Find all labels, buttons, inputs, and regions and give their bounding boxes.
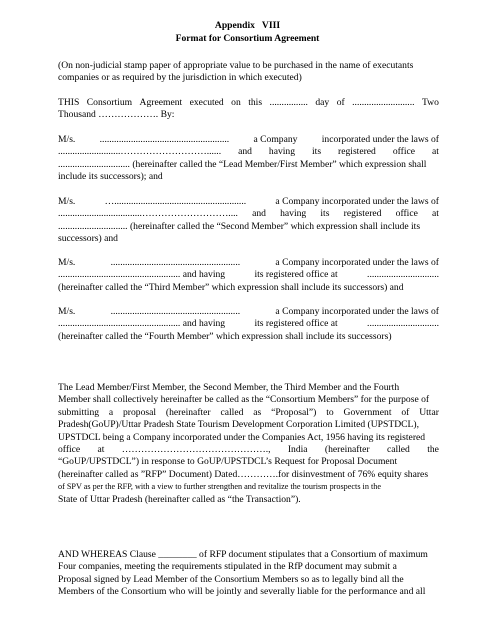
text-segment: as: [253, 406, 262, 418]
text-line: [58, 407, 439, 419]
text-segment: Government: [343, 406, 392, 418]
text-segment: registered: [338, 146, 376, 158]
text-segment: ................................................... and having: [58, 318, 226, 330]
text-segment: office: [58, 444, 81, 456]
text-line: (hereinafter called the “Third Member” which expression shall include its successors) and: [58, 281, 404, 293]
text-line: [58, 318, 439, 330]
text-segment: its: [320, 208, 330, 220]
text-line: include its successors); and: [58, 171, 163, 183]
text-line: [58, 196, 439, 208]
text-segment: M/s.: [58, 134, 76, 145]
text-segment: a Company incorporated under the laws of: [275, 196, 439, 207]
format-title: Format for Consortium Agreement: [175, 32, 320, 44]
text-segment: Uttar: [419, 406, 439, 418]
text-segment: called: [386, 444, 410, 456]
text-segment: and: [238, 146, 252, 158]
text-segment: “Proposal”): [271, 406, 317, 418]
text-segment: at: [432, 208, 439, 220]
text-segment: ......................................................: [110, 306, 241, 317]
member-first-paragraph: [58, 134, 439, 184]
text-segment: Agreement: [139, 97, 183, 108]
text-segment: ..........................………………………......: [58, 146, 222, 158]
text-segment: Consortium: [86, 97, 133, 108]
text-line: [58, 146, 439, 158]
text-segment: ................................................... and having: [58, 269, 226, 281]
text-segment: M/s.: [58, 306, 76, 317]
text-line: ............................. (hereinafter called the “Second Member” which expression shall include its: [58, 220, 421, 232]
text-segment: office: [392, 146, 416, 158]
text-segment: ......................................................: [110, 257, 241, 268]
text-segment: to: [326, 406, 334, 418]
text-segment: ......................................................: [99, 134, 230, 145]
text-segment: registered: [343, 208, 382, 220]
text-line: (On non-judicial stamp paper of appropriate value to be purchased in the name of executants: [58, 60, 414, 71]
appendix-title: Appendix VIII: [214, 20, 281, 31]
text-line: AND WHEREAS Clause ________ of RFP document stipulates that a Consortium of maximum: [58, 549, 428, 560]
text-segment: its registered office at: [254, 269, 338, 281]
text-segment: a Company: [253, 134, 298, 145]
text-line: [58, 208, 439, 220]
text-segment: having: [280, 208, 307, 220]
text-line: UPSTDCL being a Company incorporated under the Companies Act, 1956 having its registered: [58, 431, 426, 443]
text-segment: proposal: [123, 406, 157, 418]
text-line: of SPV as per the RFP, with a view to further strengthen and revitalize the tourism prospects in the: [58, 482, 381, 492]
member-second-paragraph: [58, 196, 439, 246]
text-segment: ….......................................................: [104, 196, 247, 207]
text-line: companies or as required by the jurisdiction in which executed): [58, 72, 302, 84]
text-line: [58, 444, 439, 456]
text-line: [58, 97, 439, 109]
text-line: .............................. (hereinafter called the “Lead Member/First Member” which expression shall: [58, 158, 427, 170]
text-segment: of: [401, 406, 410, 418]
text-line: [58, 269, 439, 281]
text-segment: executed: [189, 97, 224, 108]
text-segment: a Company incorporated under the laws of: [275, 306, 439, 317]
text-segment: this: [248, 97, 263, 108]
text-segment: Two: [421, 97, 439, 108]
text-segment: ................: [269, 97, 308, 108]
text-line: Pradesh(GoUP)/Uttar Pradesh State Tourism Development Corporation Limited (UPSTDCL),: [58, 419, 419, 431]
whereas-paragraph: [58, 549, 439, 599]
text-segment: ..............................: [367, 269, 439, 281]
text-segment: ..........................: [352, 97, 415, 108]
text-segment: on: [231, 97, 241, 108]
text-segment: a: [108, 406, 114, 418]
text-segment: submitting: [58, 406, 100, 418]
text-line: “GoUP/UPSTDCL”) in response to GoUP/UPSTDCL’s Request for Proposal Document: [58, 456, 398, 468]
text-line: Members of the Consortium who will be jointly and severally liable for the performance and all: [58, 586, 426, 598]
text-line: Four companies, meeting the requirements stipulated in the RfP document may submit a: [58, 561, 397, 573]
text-segment: M/s.: [58, 257, 76, 268]
text-segment: a Company incorporated under the laws of: [275, 257, 439, 268]
text-line: successors) and: [58, 233, 118, 245]
text-line: Member shall collectively hereinafter be called as the “Consortium Members” for the purpose of: [58, 394, 430, 406]
text-segment: having: [268, 146, 296, 158]
text-segment: ...................................………………………....: [58, 208, 238, 220]
text-segment: its registered office at: [254, 318, 338, 330]
text-segment: of: [336, 97, 345, 108]
intro-paragraph: [58, 60, 439, 85]
text-segment: at: [432, 146, 439, 158]
text-segment: (hereinafter: [165, 406, 211, 418]
text-segment: its: [311, 146, 322, 158]
text-segment: ..............................: [367, 318, 439, 330]
text-segment: incorporated under the laws of: [321, 134, 439, 145]
text-line: (hereinafter called as ”RFP” Document) Dated………….for disinvestment of 76% equity shares: [58, 468, 429, 480]
text-line: State of Uttar Pradesh (hereinafter called as “the Transaction”).: [58, 493, 301, 505]
text-segment: (hereinafter: [324, 444, 370, 456]
text-segment: the: [427, 444, 439, 456]
text-line: [58, 134, 439, 146]
text-segment: at: [97, 444, 105, 456]
member-third-paragraph: [58, 257, 439, 294]
text-line: The Lead Member/First Member, the Second Member, the Third Member and the Fourth: [58, 382, 400, 393]
text-segment: office: [395, 208, 418, 220]
consortium-members-paragraph: [58, 382, 439, 506]
text-segment: M/s.: [58, 196, 76, 207]
text-line: Thousand ………………. By:: [58, 109, 175, 121]
text-segment: day: [315, 97, 330, 108]
member-fourth-paragraph: [58, 306, 439, 343]
text-segment: and: [252, 208, 266, 220]
text-line: Proposal signed by Lead Member of the Consortium Members so as to legally bind all the: [58, 573, 404, 585]
text-segment: called: [220, 406, 244, 418]
text-segment: THIS: [58, 97, 80, 108]
text-line: (hereinafter called the “Fourth Member” which expression shall include its successors): [58, 330, 392, 342]
text-line: [58, 306, 439, 318]
executed-paragraph: [58, 97, 439, 122]
text-segment: India: [287, 444, 308, 456]
text-segment: ……………………………………….,: [121, 444, 271, 456]
text-line: [58, 257, 439, 269]
